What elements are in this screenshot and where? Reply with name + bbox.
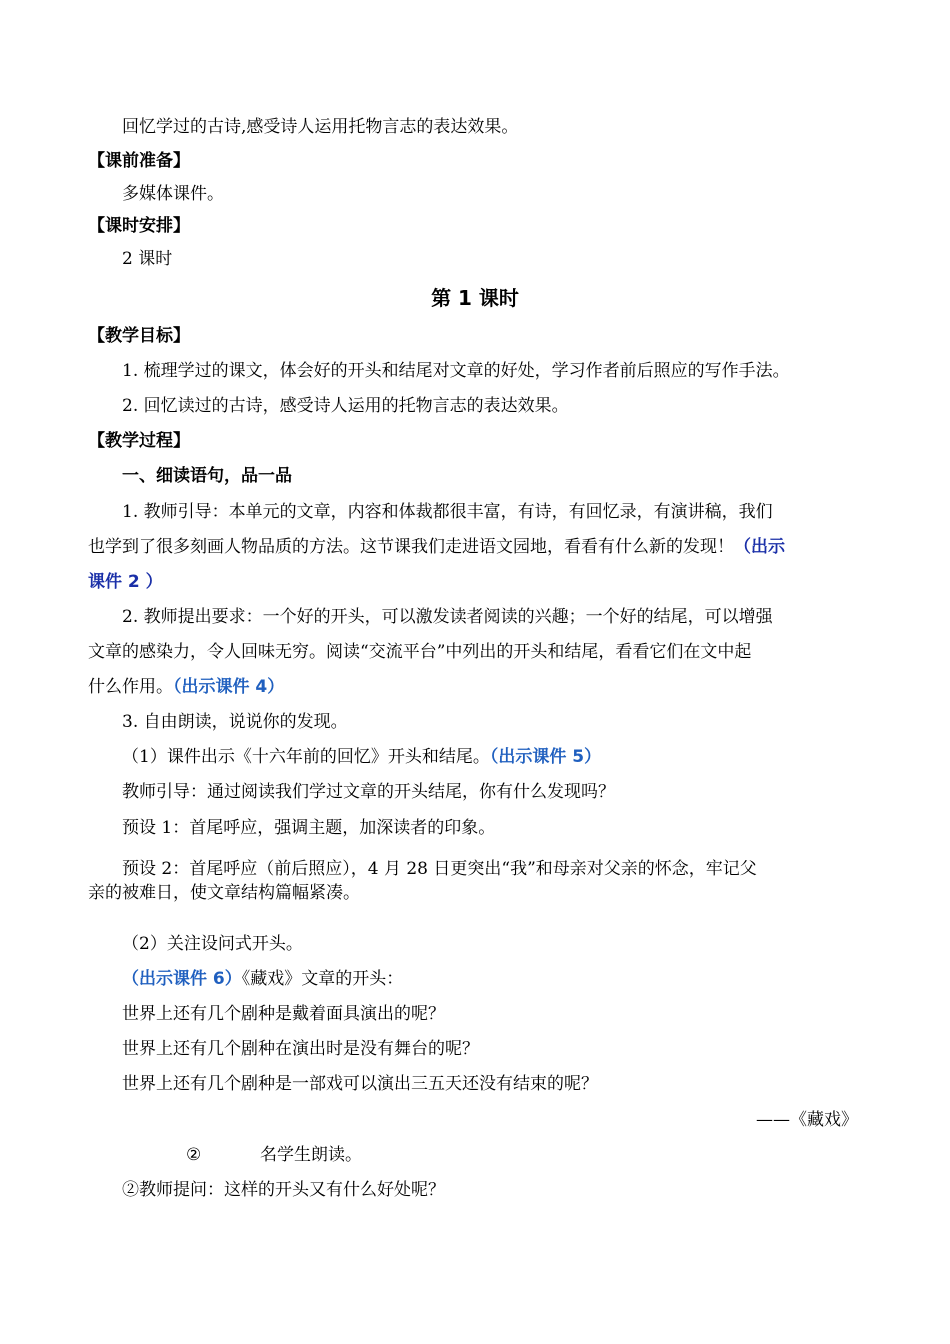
schedule-heading: 【课时安排】 xyxy=(88,216,190,236)
teacher-question: ②教师提问：这样的开头又有什么好处呢？ xyxy=(122,1180,445,1200)
courseware-link[interactable]: （出示课件 5） xyxy=(489,747,602,767)
lesson-title: 第 1 课时 xyxy=(431,286,519,310)
courseware-link[interactable]: 课件 2 ） xyxy=(88,572,163,592)
goals-heading: 【教学目标】 xyxy=(88,326,190,346)
courseware-link[interactable]: （出示课件 4） xyxy=(173,677,285,697)
courseware-link[interactable]: （出示课件 6） xyxy=(122,969,242,989)
paragraph-2-line-3 xyxy=(88,676,284,698)
prep-heading: 【课前准备】 xyxy=(88,151,190,171)
paragraph-4-text: （1）课件出示《十六年前的回忆》开头和结尾。 xyxy=(122,747,490,767)
paragraph-9-text: 《藏戏》文章的开头： xyxy=(241,969,404,989)
goal-item-1: 1. 梳理学过的课文，体会好的开头和结尾对文章的好处，学习作者前后照应的写作手法。 xyxy=(122,361,790,381)
paragraph-4 xyxy=(122,746,601,768)
circled-number-mark: ② xyxy=(186,1145,202,1165)
paragraph-2-text: 什么作用。 xyxy=(88,677,173,697)
paragraph-1-line-2 xyxy=(88,536,785,558)
paragraph-1-line-1: 1. 教师引导：本单元的文章，内容和体裁都很丰富，有诗，有回忆录，有演讲稿，我们 xyxy=(122,502,773,522)
intro-text: 回忆学过的古诗,感受诗人运用托物言志的表达效果。 xyxy=(122,117,519,137)
paragraph-9 xyxy=(122,968,403,990)
paragraph-7-line-1: 预设 2：首尾呼应（前后照应），4 月 28 日更突出“我”和母亲对父亲的怀念，牢记父 xyxy=(122,859,757,879)
goal-item-2: 2. 回忆读过的古诗，感受诗人运用的托物言志的表达效果。 xyxy=(122,396,569,416)
courseware-link[interactable]: （出示 xyxy=(734,537,785,557)
paragraph-7-line-2: 亲的被难日，使文章结构篇幅紧凑。 xyxy=(88,883,360,903)
student-reading-text: 名学生朗读。 xyxy=(260,1145,362,1165)
paragraph-2-line-1: 2. 教师提出要求：一个好的开头，可以激发读者阅读的兴趣；一个好的结尾，可以增强 xyxy=(122,607,773,627)
paragraph-3: 3. 自由朗读，说说你的发现。 xyxy=(122,712,348,732)
schedule-text: 2 课时 xyxy=(122,249,173,269)
quote-line-3: 世界上还有几个剧种是一部戏可以演出三五天还没有结束的呢？ xyxy=(122,1074,598,1094)
paragraph-8: （2）关注设问式开头。 xyxy=(122,934,303,954)
process-heading: 【教学过程】 xyxy=(88,431,190,451)
quote-line-1: 世界上还有几个剧种是戴着面具演出的呢？ xyxy=(122,1004,445,1024)
section-heading-1: 一、细读语句，品一品 xyxy=(122,466,292,486)
paragraph-2-line-2: 文章的感染力，令人回味无穷。阅读“交流平台”中列出的开头和结尾，看看它们在文中起 xyxy=(88,642,752,662)
paragraph-5: 教师引导：通过阅读我们学过文章的开头结尾，你有什么发现吗？ xyxy=(122,782,615,802)
prep-text: 多媒体课件。 xyxy=(122,184,224,204)
quote-source: ——《藏戏》 xyxy=(756,1110,858,1130)
paragraph-1-text: 也学到了很多刻画人物品质的方法。这节课我们走进语文园地，看看有什么新的发现！ xyxy=(88,537,734,557)
paragraph-6: 预设 1：首尾呼应，强调主题，加深读者的印象。 xyxy=(122,818,496,838)
quote-line-2: 世界上还有几个剧种在演出时是没有舞台的呢？ xyxy=(122,1039,479,1059)
